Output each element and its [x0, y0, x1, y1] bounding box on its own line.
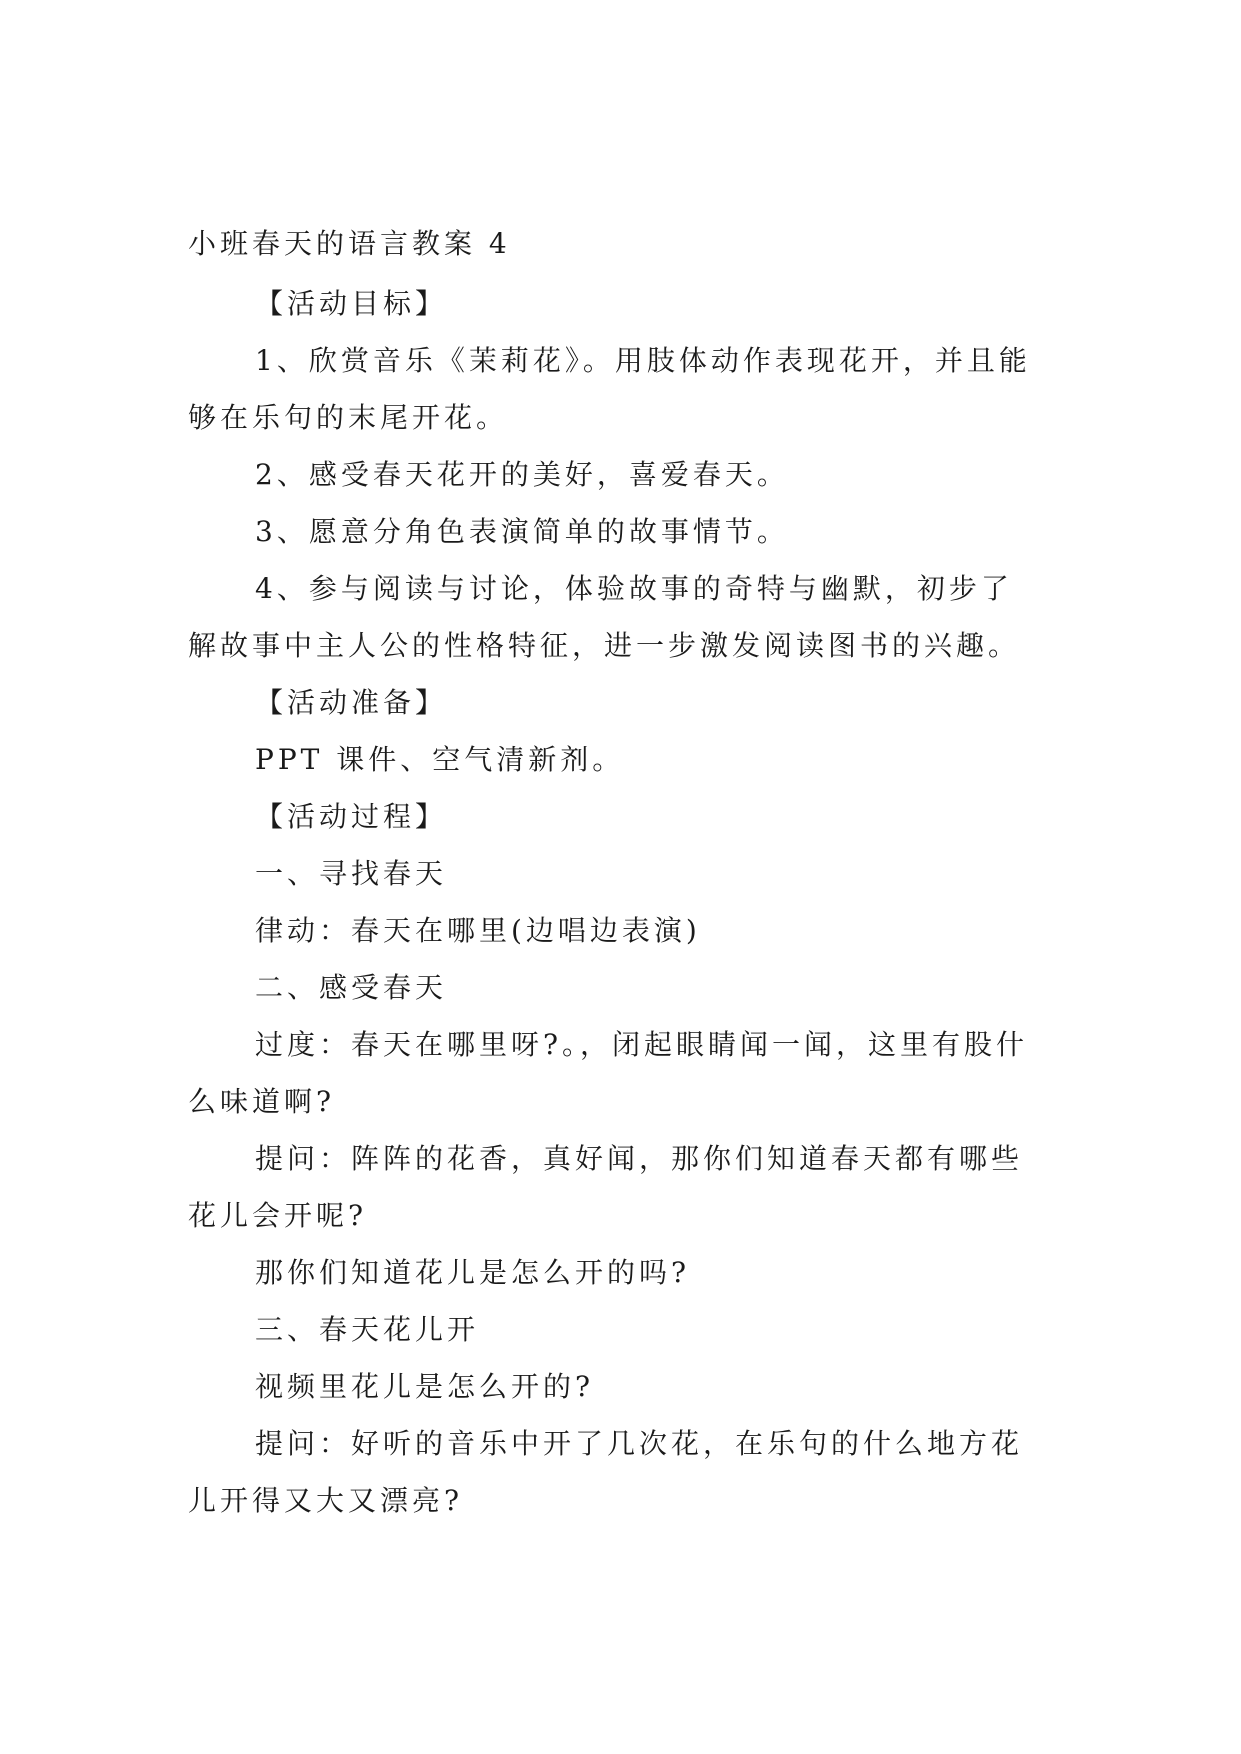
- subheading: 一、寻找春天: [255, 857, 448, 890]
- subheading: 三、春天花儿开: [255, 1313, 480, 1346]
- section-heading-goals: 【活动目标】: [255, 287, 448, 320]
- section-heading-process: 【活动过程】: [255, 800, 448, 833]
- paragraph-line: 4、参与阅读与讨论，体验故事的奇特与幽默，初步了: [255, 572, 1013, 605]
- paragraph-line: 那你们知道花儿是怎么开的吗?: [255, 1256, 691, 1289]
- subheading: 二、感受春天: [255, 971, 448, 1004]
- document-title: 小班春天的语言教案 4: [188, 227, 511, 260]
- paragraph-line: 花儿会开呢?: [188, 1199, 368, 1232]
- paragraph-line: 儿开得又大又漂亮?: [188, 1484, 464, 1517]
- paragraph-line: 提问：好听的音乐中开了几次花，在乐句的什么地方花: [255, 1427, 1024, 1460]
- paragraph-line: PPT 课件、空气清新剂。: [255, 743, 625, 776]
- paragraph-line: 1、欣赏音乐《茉莉花》。用肢体动作表现花开，并且能: [255, 344, 1031, 377]
- paragraph-line: 么味道啊?: [188, 1085, 336, 1118]
- section-heading-preparation: 【活动准备】: [255, 686, 448, 719]
- paragraph-line: 够在乐句的末尾开花。: [188, 401, 509, 434]
- paragraph-line: 提问：阵阵的花香，真好闻，那你们知道春天都有哪些: [255, 1142, 1024, 1175]
- paragraph-line: 过度：春天在哪里呀?。，闭起眼睛闻一闻，这里有股什: [255, 1028, 1029, 1061]
- paragraph-line: 律动：春天在哪里(边唱边表演): [255, 914, 701, 947]
- paragraph-line: 解故事中主人公的性格特征，进一步激发阅读图书的兴趣。: [188, 629, 1021, 662]
- paragraph-line: 视频里花儿是怎么开的?: [255, 1370, 595, 1403]
- paragraph-line: 2、感受春天花开的美好，喜爱春天。: [255, 458, 789, 491]
- paragraph-line: 3、愿意分角色表演简单的故事情节。: [255, 515, 789, 548]
